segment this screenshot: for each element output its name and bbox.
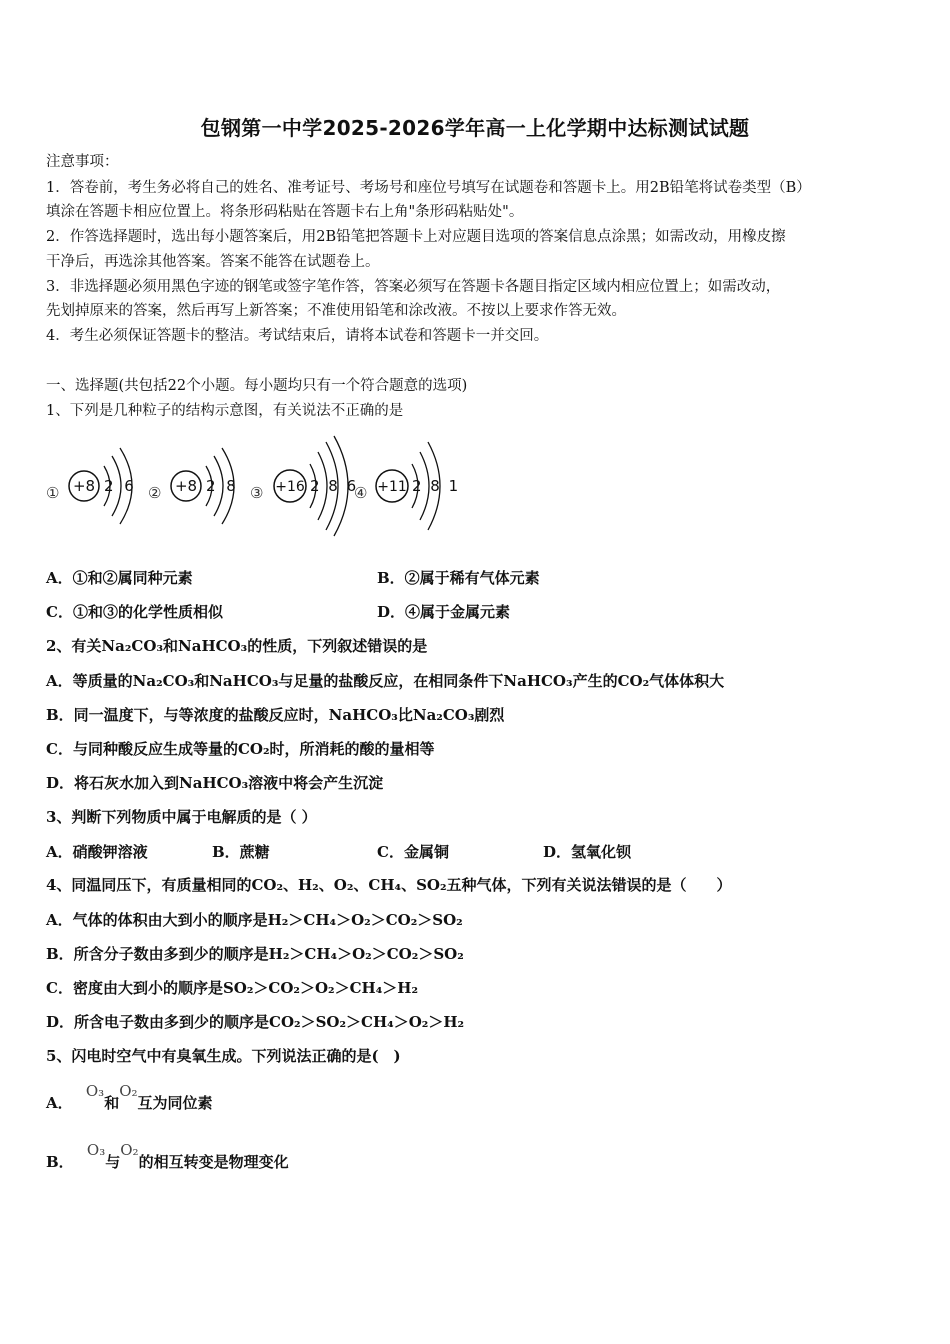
notice-line-3: 2．作答选择题时，选出每小题答案后，用2B铅笔把答题卡上对应题目选项的答案信息点涂黑；如需改动，用橡皮擦 [46,229,786,245]
atom-diagram-4 [352,430,462,540]
q1-option-c[interactable]: C．①和③的化学性质相似 [46,603,223,621]
q2-option-b[interactable]: B．同一温度下，与等浓度的盐酸反应时，NaHCO₃比Na₂CO₃剧烈 [46,706,505,724]
atom-diagram-3 [248,430,358,540]
q3-option-b[interactable]: B．蔗糖 [212,843,270,861]
ozone-formula: O₃ [85,1082,105,1100]
q1-option-a[interactable]: A．①和②属同种元素 [46,569,193,587]
q4-option-d[interactable]: D．所含电子数由多到少的顺序是CO₂＞SO₂＞CH₄＞O₂＞H₂ [46,1013,465,1031]
atom-label-3: ③ [250,484,264,502]
nucleus-charge-1: +8 [72,477,96,495]
notice-line-6: 先划掉原来的答案，然后再写上新答案；不准使用铅笔和涂改液。不按以上要求作答无效。 [46,303,626,319]
q5-option-b-label: B． [46,1153,74,1171]
notice-line-5: 3．非选择题必须用黑色字迹的钢笔或签字笔作答，答案必须写在答题卡各题目指定区域内相应位置上；如需改动， [46,279,781,295]
q4-option-b[interactable]: B．所含分子数由多到少的顺序是H₂＞CH₄＞O₂＞CO₂＞SO₂ [46,945,464,963]
electron-shells-2: 2 8 [206,477,239,495]
q2-option-d[interactable]: D．将石灰水加入到NaHCO₃溶液中将会产生沉淀 [46,774,384,792]
atom-label-2: ② [148,484,162,502]
electron-shells-1: 2 6 [104,477,137,495]
q4-stem: 4、同温同压下，有质量相同的CO₂、H₂、O₂、CH₄、SO₂五种气体，下列有关说法错误的是（ ） [46,876,732,894]
q5-option-b[interactable] [46,1141,289,1172]
q5-option-a[interactable] [46,1082,213,1113]
q5-option-a-label: A． [46,1094,73,1112]
nucleus-charge-4: +11 [377,479,407,495]
q5-option-b-connector: 与 [105,1153,121,1171]
q2-option-a[interactable]: A．等质量的Na₂CO₃和NaHCO₃与足量的盐酸反应，在相同条件下NaHCO₃产生的CO₂气体体积大 [46,672,725,690]
q5-option-b-text: 的相互转变是物理变化 [138,1153,289,1171]
notice-line-7: 4．考生必须保证答题卡的整洁。考试结束后，请将本试卷和答题卡一并交回。 [46,328,549,344]
notice-line-1: 1．答卷前，考生务必将自己的姓名、准考证号、考场号和座位号填写在试题卷和答题卡上。用2B铅笔将试卷类型（B） [46,180,811,196]
atom-diagram-1 [44,430,144,540]
q3-option-d[interactable]: D．氢氧化钡 [543,843,632,861]
nucleus-charge-2: +8 [174,477,198,495]
atom-label-1: ① [46,484,60,502]
q5-option-a-connector: 和 [104,1094,120,1112]
q3-option-a[interactable]: A．硝酸钾溶液 [46,843,148,861]
q1-stem: 1、下列是几种粒子的结构示意图，有关说法不正确的是 [46,403,404,419]
section-heading: 一、选择题(共包括22个小题。每小题均只有一个符合题意的选项) [46,378,468,394]
q1-option-b[interactable]: B．②属于稀有气体元素 [377,569,540,587]
oxygen-formula: O₂ [119,1082,138,1100]
atom-label-4: ④ [354,484,368,502]
nucleus-charge-3: +16 [275,479,305,495]
q2-option-c[interactable]: C．与同种酸反应生成等量的CO₂时，所消耗的酸的量相等 [46,740,435,758]
page-title: 包钢第一中学2025-2026学年高一上化学期中达标测试试题 [200,116,750,140]
q5-stem: 5、闪电时空气中有臭氧生成。下列说法正确的是( ) [46,1047,401,1065]
notice-line-4: 干净后，再选涂其他答案。答案不能答在试题卷上。 [46,254,380,270]
q3-option-c[interactable]: C．金属铜 [377,843,449,861]
atom-diagram-2 [146,430,246,540]
electron-shells-4: 2 8 1 [412,477,461,495]
electron-shells-3: 2 8 6 [310,477,358,495]
q2-stem: 2、有关Na₂CO₃和NaHCO₃的性质，下列叙述错误的是 [46,637,428,655]
q1-option-d[interactable]: D．④属于金属元素 [377,603,511,621]
q4-option-c[interactable]: C．密度由大到小的顺序是SO₂＞CO₂＞O₂＞CH₄＞H₂ [46,979,419,997]
q4-option-a[interactable]: A．气体的体积由大到小的顺序是H₂＞CH₄＞O₂＞CO₂＞SO₂ [46,911,463,929]
notice-heading: 注意事项： [46,154,119,170]
q3-stem: 3、判断下列物质中属于电解质的是（ ） [46,808,317,826]
notice-line-2: 填涂在答题卡相应位置上。将条形码粘贴在答题卡右上角"条形码粘贴处"。 [46,204,524,220]
q5-option-a-text: 互为同位素 [137,1094,213,1112]
ozone-formula: O₃ [86,1141,106,1159]
oxygen-formula: O₂ [120,1141,139,1159]
